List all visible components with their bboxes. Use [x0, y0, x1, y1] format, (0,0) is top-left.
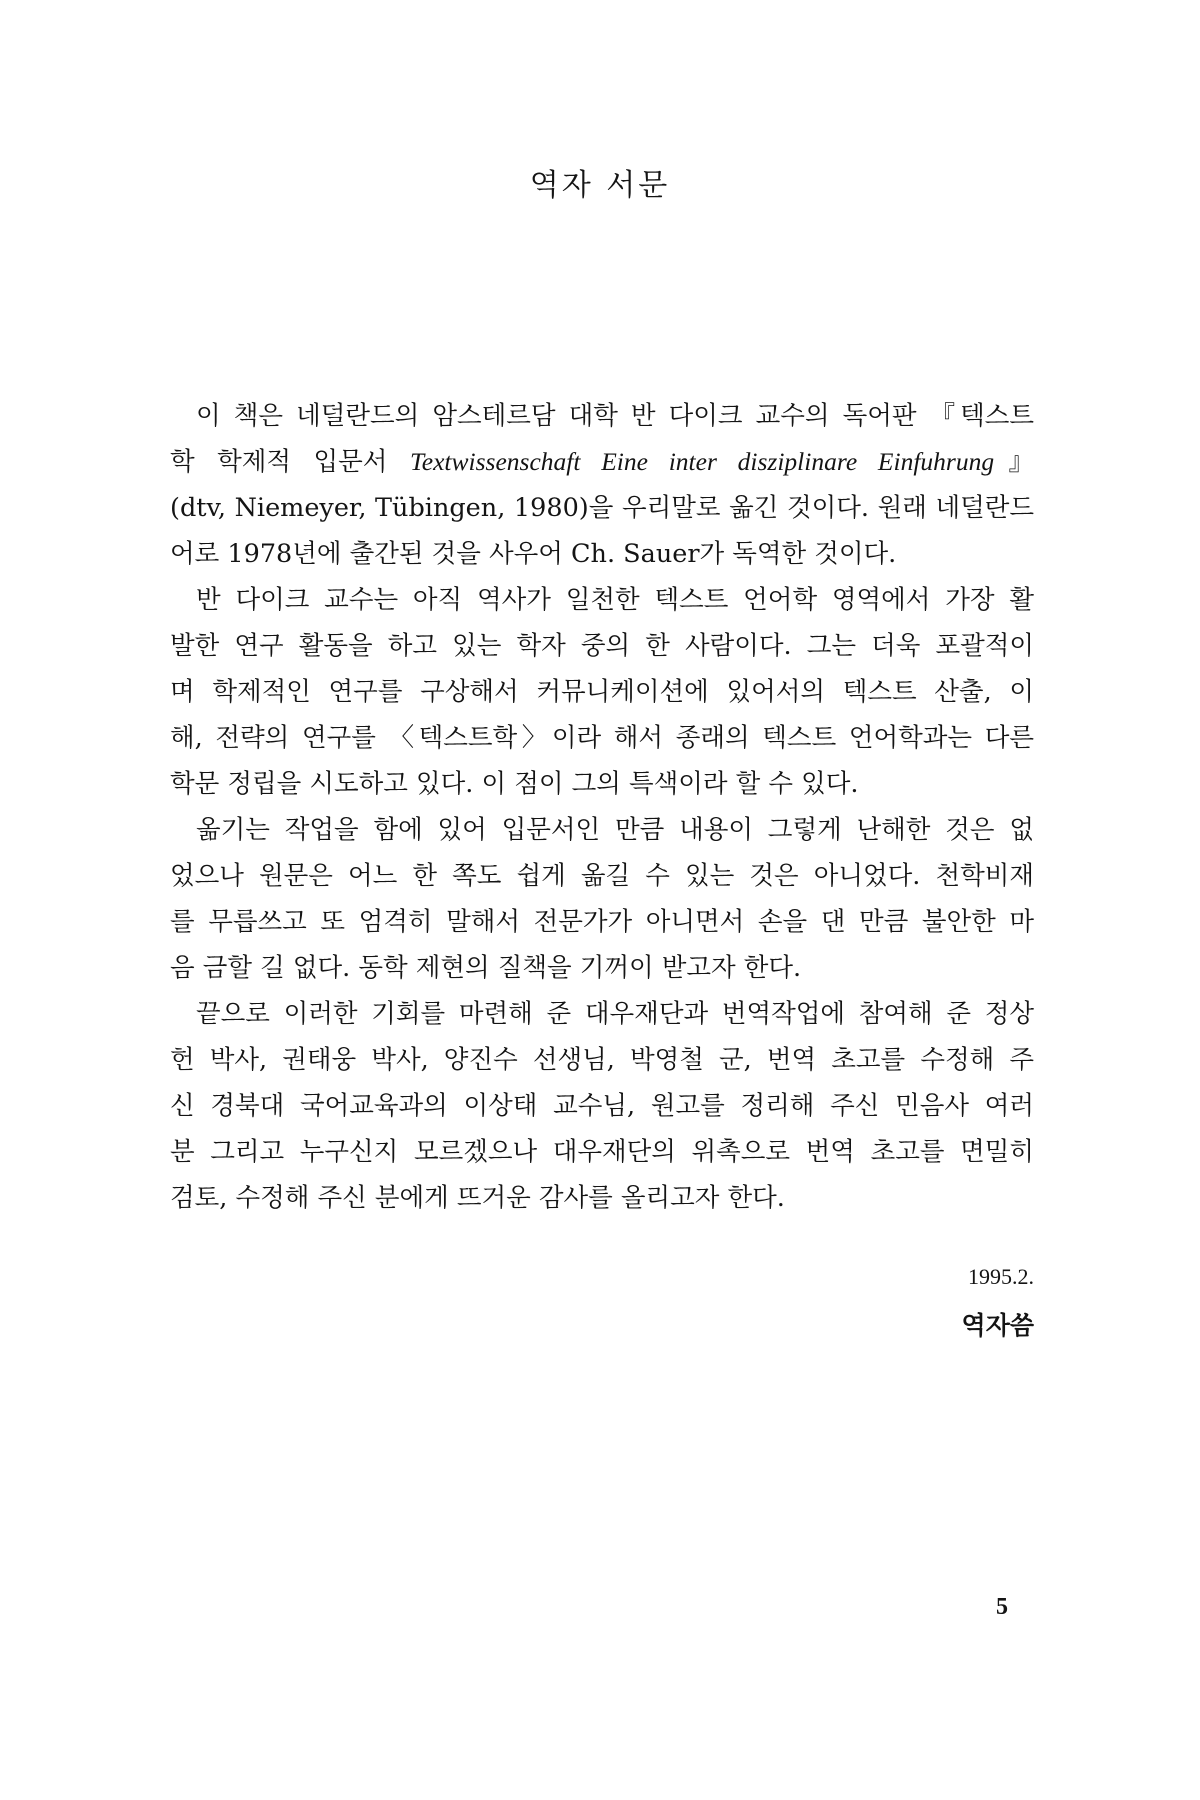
text-line: 학문 정립을 시도하고 있다. 이 점이 그의 특색이라 할 수 있다. [170, 769, 859, 799]
text-line: 옮기는 작업을 함에 있어 입문서인 만큼 내용이 그렇게 난해한 것은 없 [196, 815, 1034, 845]
text-line: 헌 박사, 권태웅 박사, 양진수 선생님, 박영철 군, 번역 초고를 수정해 주 [170, 1045, 1034, 1075]
preface-body [170, 393, 1034, 1221]
text-line: 검토, 수정해 주신 분에게 뜨거운 감사를 올리고자 한다. [170, 1183, 785, 1213]
paragraph-3 [170, 807, 1034, 991]
paragraph-4 [170, 991, 1034, 1221]
text-line: 이 책은 네덜란드의 암스테르담 대학 반 다이크 교수의 독어판 『텍스트 [196, 401, 1034, 431]
text-line-with-title [170, 439, 1034, 485]
text-line: 신 경북대 국어교육과의 이상태 교수님, 원고를 정리해 주신 민음사 여러 [170, 1091, 1034, 1121]
preface-date: 1995.2. [968, 1264, 1034, 1289]
text-line: 어로 1978년에 출간된 것을 사우어 Ch. Sauer가 독역한 것이다. [170, 539, 897, 569]
text-line: 반 다이크 교수는 아직 역사가 일천한 텍스트 언어학 영역에서 가장 활 [196, 585, 1034, 615]
page-number: 5 [996, 1594, 1008, 1620]
text-line: 발한 연구 활동을 하고 있는 학자 중의 한 사람이다. 그는 더욱 포괄적이 [170, 631, 1034, 661]
text-line: 음 금할 길 없다. 동학 제현의 질책을 기꺼이 받고자 한다. [170, 953, 802, 983]
paragraph-1 [170, 393, 1034, 577]
text-line: 끝으로 이러한 기회를 마련해 준 대우재단과 번역작업에 참여해 준 정상 [196, 999, 1034, 1029]
text-line: 었으나 원문은 어느 한 쪽도 쉽게 옮길 수 있는 것은 아니었다. 천학비재 [170, 861, 1034, 891]
text-line: 해, 전략의 연구를 〈텍스트학〉이라 해서 종래의 텍스트 언어학과는 다른 [170, 723, 1034, 753]
text-segment: 』 [994, 447, 1034, 477]
paragraph-2 [170, 577, 1034, 807]
translator-signature: 역자씀 [961, 1311, 1034, 1340]
text-line: 를 무릅쓰고 또 엄격히 말해서 전문가가 아니면서 손을 댄 만큼 불안한 마 [170, 907, 1034, 937]
book-title-italic: Textwissenschaft Eine inter disziplinare Einfuhrung [409, 447, 995, 476]
text-segment: 학 학제적 입문서 [170, 447, 410, 477]
text-line: 분 그리고 누구신지 모르겠으나 대우재단의 위촉으로 번역 초고를 면밀히 [170, 1137, 1034, 1167]
text-line: 며 학제적인 연구를 구상해서 커뮤니케이션에 있어서의 텍스트 산출, 이 [170, 677, 1034, 707]
page-title: 역자 서문 [529, 168, 671, 203]
text-line: (dtv, Niemeyer, Tübingen, 1980)을 우리말로 옮긴 것이다. 원래 네덜란드 [170, 493, 1034, 523]
